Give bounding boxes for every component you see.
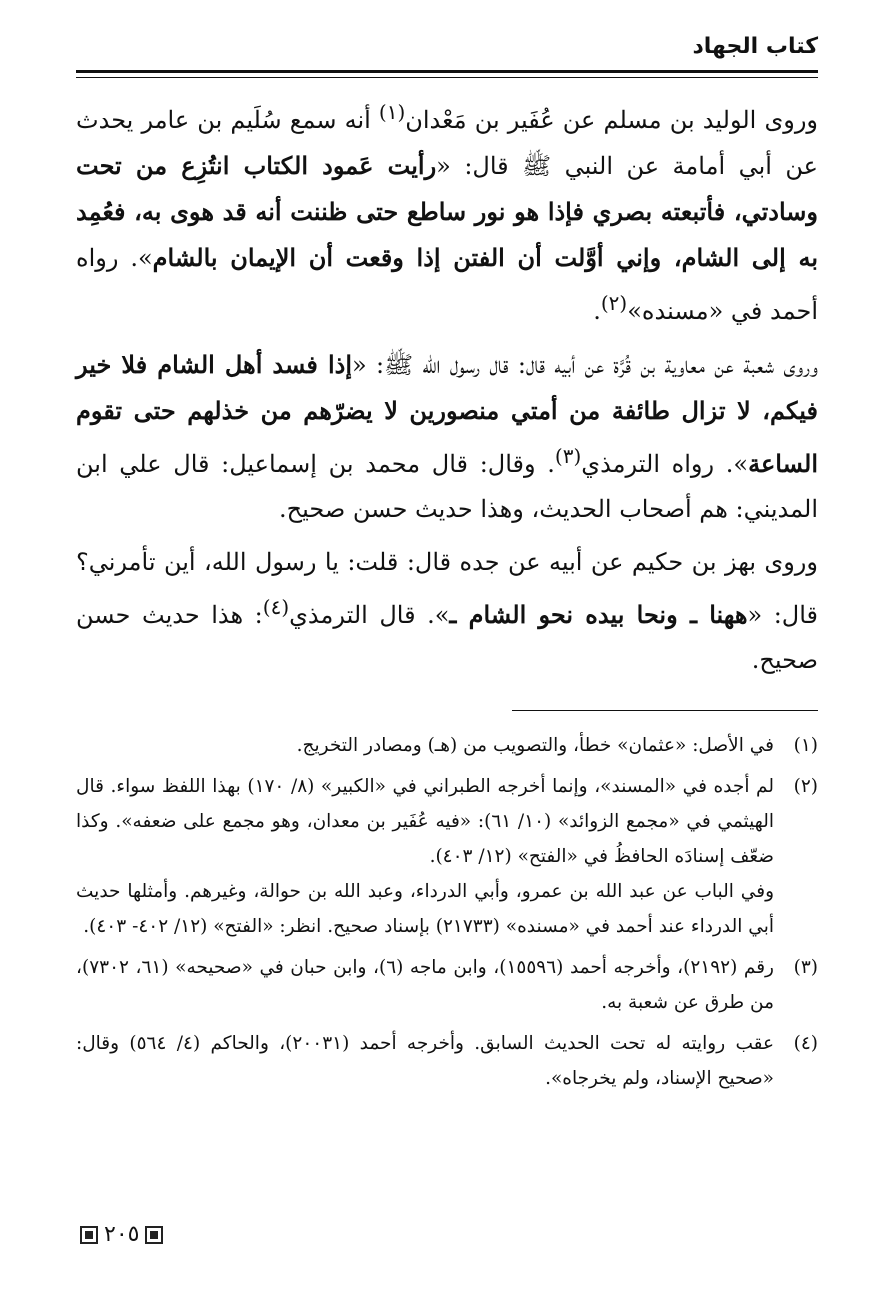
text-run: وروى بهز بن حكيم عن أبيه عن جده قال: قلت: يا رسول الله، أين تأمرني؟ قال: « bbox=[76, 548, 819, 629]
text-run: وروى شعبة عن معاوية بن قُرَّة عن أبيه قال: قال رسول الله ﷺ: « bbox=[352, 351, 818, 379]
footnote-text: رقم (٢١٩٢)، وأخرجه أحمد (١٥٥٩٦)، وابن ماجه (٦)، وابن حبان في «صحيحه» (٦١، ٧٣٠٢)، من طرق عن شعبة به. bbox=[76, 957, 774, 1013]
running-header: كتاب الجهاد bbox=[692, 34, 818, 59]
footnotes bbox=[76, 728, 818, 1102]
footnote-ref[interactable]: (٢) bbox=[600, 291, 628, 315]
header-rule-thick bbox=[76, 70, 818, 73]
footnote-number: (٣) bbox=[793, 957, 818, 978]
footnote-2 bbox=[76, 769, 818, 944]
main-text bbox=[76, 90, 818, 691]
footnote-text: لم أجده في «المسند»، وإنما أخرجه الطبراني في «الكبير» (٨/ ١٧٠) بهذا اللفظ سواء. قال الهيثمي في «مجمع الزوائد» (١٠/ ٦١): «فيه عُفَير بن معدان، وهو مجمع على ضعفه». وكذا ضعّف إسنادَه الحافظُ في «الفتح» (١٢/ ٤٠٣). bbox=[76, 776, 774, 867]
hadith-quote: رأيت عَمود الكتاب انتُزِع من تحت وسادتي، فأتبعته بصري فإذا هو نور ساطع حتى ظننت أنه قد هوى به، فعُمِد به إلى الشام، وإني أوَّلت أن الفتن إذا وقعت أن الإيمان بالشام bbox=[76, 151, 818, 272]
ornament-icon bbox=[145, 1226, 163, 1244]
footnote-number: (١) bbox=[793, 735, 818, 756]
paragraph-3 bbox=[76, 540, 818, 683]
ornament-icon bbox=[80, 1226, 98, 1244]
footnote-number: (٢) bbox=[793, 776, 818, 797]
footnote-4 bbox=[76, 1026, 818, 1096]
footnote-text: وفي الباب عن عبد الله بن عمرو، وأبي الدرداء، وعبد الله بن حوالة، وغيرهم. وأمثلها حديث أبي الدرداء عند أحمد في «مسنده» (٢١٧٣٣) بإسناد صحيح. انظر: «الفتح» (١٢/ ٤٠٢- ٤٠٣). bbox=[76, 881, 774, 937]
text-run: ». قال الترمذي bbox=[289, 601, 450, 629]
text-run: . bbox=[593, 297, 601, 325]
footnote-ref[interactable]: (١) bbox=[378, 100, 406, 124]
hadith-quote: ههنا ـ ونحا بيده نحو الشام ـ bbox=[449, 600, 748, 629]
footnote-ref[interactable]: (٤) bbox=[262, 595, 290, 619]
footnote-text: في الأصل: «عثمان» خطأ، والتصويب من (هـ) ومصادر التخريج. bbox=[296, 735, 774, 756]
text-run: ». رواه أحمد في «مسنده» bbox=[76, 244, 818, 325]
text-run: وروى الوليد بن مسلم عن عُفَير بن مَعْدان bbox=[405, 106, 818, 134]
hadith-quote: إذا فسد أهل الشام فلا خير فيكم، لا تزال طائفة من أمتي منصورين لا يضرّهم من خذلهم حتى تقوم الساعة bbox=[76, 350, 818, 478]
footnote-1 bbox=[76, 728, 818, 763]
footnote-text: عقب روايته له تحت الحديث السابق. وأخرجه أحمد (٢٠٠٣١)، والحاكم (٤/ ٥٦٤) وقال: «صحيح الإسناد، ولم يخرجاه». bbox=[76, 1033, 775, 1089]
footnote-number: (٤) bbox=[793, 1033, 818, 1054]
paragraph-2 bbox=[76, 342, 818, 532]
header-rule-thin bbox=[76, 77, 818, 78]
text-run: : هذا حديث حسن صحيح. bbox=[76, 601, 818, 674]
footnote-3 bbox=[76, 950, 818, 1020]
page-number: ٢٠٥ bbox=[104, 1222, 140, 1247]
page-number-block bbox=[80, 1222, 163, 1247]
text-run: . وقال: قال محمد بن إسماعيل: قال علي ابن المديني: هم أصحاب الحديث، وهذا حديث حسن صحيح. bbox=[76, 450, 818, 523]
footnote-ref[interactable]: (٣) bbox=[554, 444, 582, 468]
paragraph-1 bbox=[76, 90, 818, 334]
text-run: ». رواه الترمذي bbox=[581, 450, 749, 478]
footnote-separator bbox=[512, 710, 818, 711]
text-run: أنه سمع سُلَيم بن عامر يحدث عن أبي أمامة عن النبي ﷺ قال: « bbox=[76, 106, 818, 180]
